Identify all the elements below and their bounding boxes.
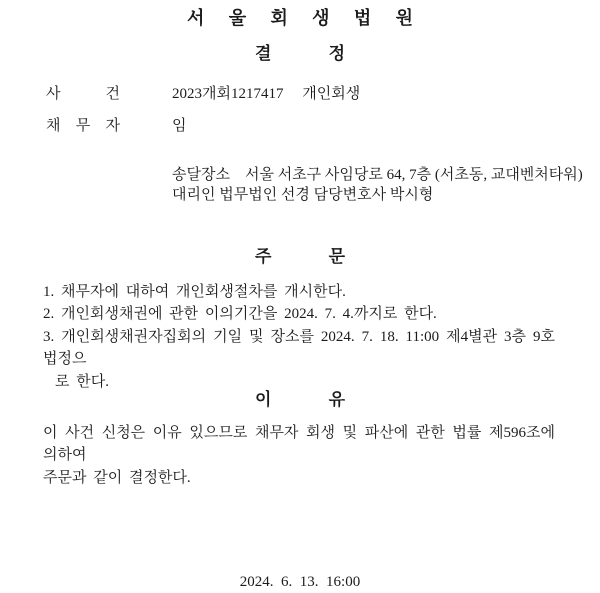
court-title-char: 원 bbox=[395, 8, 413, 28]
reason-line-1: 이 사건 신청은 이유 있으므로 채무자 회생 및 파산에 관한 법률 제596조에 의하여 bbox=[43, 425, 555, 464]
debtor-label-char: 채 bbox=[46, 118, 61, 134]
decision-heading-row bbox=[0, 39, 600, 64]
case-number-label-char: 건 bbox=[105, 86, 120, 102]
service-address-block bbox=[172, 165, 598, 205]
court-title-char: 법 bbox=[353, 8, 372, 28]
order-item-3-continued: 로 한다. bbox=[55, 373, 109, 390]
reason-line-2: 주문과 같이 결정한다. bbox=[43, 469, 191, 486]
court-title-char: 울 bbox=[228, 8, 247, 28]
court-title-char: 서 bbox=[187, 8, 205, 28]
debtor-label-char: 무 bbox=[75, 118, 91, 134]
case-number-label-char: 사 bbox=[46, 86, 61, 102]
order-item-2: 2. 개인회생채권에 관한 이의기간을 2024. 7. 4.까지로 한다. bbox=[43, 306, 437, 323]
case-number-label bbox=[46, 82, 120, 103]
debtor-name: 임 bbox=[172, 118, 187, 134]
order-heading bbox=[255, 242, 345, 267]
decision-datetime: 2024. 6. 13. 16:00 bbox=[239, 574, 361, 590]
reason-heading bbox=[255, 385, 345, 410]
reason-paragraph bbox=[43, 422, 555, 489]
court-title-row bbox=[0, 4, 600, 30]
order-item-1: 1. 채무자에 대하여 개인회생절차를 개시한다. bbox=[43, 284, 346, 300]
reason-heading-char: 이 bbox=[255, 390, 272, 409]
order-heading-char: 주 bbox=[255, 247, 272, 266]
court-title-char: 생 bbox=[312, 8, 330, 28]
service-address: 송달장소 서울 서초구 사임당로 64, 7층 (서초동, 교대벤처타워) bbox=[172, 167, 583, 183]
case-number-value: 2023개회1217417 개인회생 bbox=[172, 86, 361, 102]
debtor-label-char: 자 bbox=[105, 118, 120, 134]
debtor-label bbox=[46, 114, 120, 135]
order-heading-row bbox=[0, 242, 600, 267]
reason-heading-char: 유 bbox=[328, 390, 345, 409]
court-title bbox=[187, 4, 413, 30]
attorney-line: 대리인 법무법인 선경 담당변호사 박시형 bbox=[172, 187, 434, 203]
court-title-char: 회 bbox=[270, 8, 288, 28]
decision-heading-char: 정 bbox=[328, 44, 345, 63]
decision-heading bbox=[255, 39, 345, 64]
decision-heading-char: 결 bbox=[255, 44, 272, 63]
order-item-3: 3. 개인회생채권자집회의 기일 및 장소를 2024. 7. 18. 11:00 제4별관 3층 9호법정으 bbox=[43, 328, 555, 368]
order-heading-char: 문 bbox=[328, 247, 345, 266]
order-list bbox=[43, 281, 555, 393]
reason-heading-row bbox=[0, 385, 600, 410]
